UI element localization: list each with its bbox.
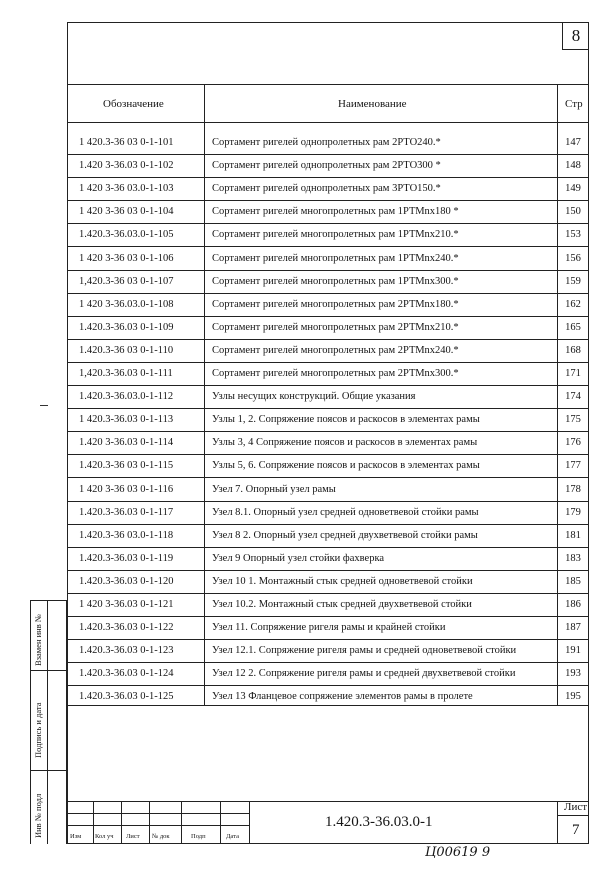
tb-col-line bbox=[249, 801, 250, 844]
row-designation: 1 420 3-36 03 0-1-106 bbox=[79, 252, 174, 264]
table-row bbox=[67, 570, 589, 593]
tb-col-line bbox=[93, 801, 94, 844]
side-stamp bbox=[30, 600, 67, 844]
table-row bbox=[67, 177, 589, 200]
row-designation: 1 420 3-36.03.0-1-108 bbox=[79, 298, 174, 310]
header-top-line bbox=[67, 84, 589, 85]
row-designation: 1,420.3-36.03 0-1-111 bbox=[79, 368, 173, 379]
header-name: Наименование bbox=[338, 98, 407, 110]
row-designation: 1.420.3-36.03 0-1-125 bbox=[79, 691, 174, 703]
row-name: Узел 9 Опорный узел стойки фахверка bbox=[212, 552, 385, 564]
table-row bbox=[67, 662, 589, 685]
row-designation: 1 420.3-36 03 0-1-101 bbox=[79, 137, 174, 148]
row-page: 195 bbox=[565, 691, 581, 703]
margin-dash bbox=[40, 405, 48, 406]
row-page: 156 bbox=[565, 252, 581, 264]
sheet-label: Лист bbox=[564, 801, 588, 813]
row-name: Узел 13 Фланцевое сопряжение элементов рамы в пролете bbox=[212, 691, 473, 703]
side-stamp-inner bbox=[48, 600, 67, 844]
row-page: 183 bbox=[565, 552, 581, 564]
table-row bbox=[67, 639, 589, 662]
table-row bbox=[67, 200, 589, 223]
row-page: 150 bbox=[565, 206, 581, 218]
row-page: 171 bbox=[565, 368, 581, 379]
table-row bbox=[67, 339, 589, 362]
table-row bbox=[67, 293, 589, 316]
row-designation: 1 420 3-36.03 0-1-121 bbox=[79, 599, 174, 610]
row-designation: 1.420.3-36.03 0-1-119 bbox=[79, 552, 174, 564]
title-block-sheet-divider bbox=[557, 815, 589, 816]
row-designation: 1 420 3-36 03 0-1-116 bbox=[79, 483, 174, 495]
header-designation: Обозначение bbox=[103, 98, 164, 110]
table-row bbox=[67, 247, 589, 270]
table-row bbox=[67, 223, 589, 246]
row-page: 162 bbox=[565, 298, 581, 310]
row-name: Узлы 1, 2. Сопряжение поясов и раскосов в элементах рамы bbox=[212, 414, 480, 426]
tb-col-line bbox=[121, 801, 122, 844]
row-designation: 1.420.3-36.03 0-1-122 bbox=[79, 622, 174, 634]
table-row bbox=[67, 362, 589, 385]
row-page: 159 bbox=[565, 275, 581, 287]
row-name: Узел 10 1. Монтажный стык средней одноветвевой стойки bbox=[212, 575, 473, 587]
row-designation: 1 420 3-36 03.0-1-103 bbox=[79, 183, 174, 195]
table-row bbox=[67, 408, 589, 431]
row-name: Узел 7. Опорный узел рамы bbox=[212, 483, 336, 495]
row-name: Сортамент ригелей однопролетных рам 3РТО150.* bbox=[212, 183, 441, 195]
row-designation: 1.420.3-36.03 0-1-109 bbox=[79, 321, 174, 333]
row-name: Узел 12 2. Сопряжение ригеля рамы и средней двухветвевой стойки bbox=[212, 668, 516, 680]
tb-label-kol-uch: Кол уч bbox=[95, 833, 114, 840]
tb-col-line bbox=[181, 801, 182, 844]
row-designation: 1.420.3-36.03.0-1-105 bbox=[79, 229, 174, 241]
row-name: Сортамент ригелей многопролетных рам 1РТМnх240.* bbox=[212, 252, 459, 264]
row-page: 178 bbox=[565, 483, 581, 495]
row-name: Сортамент ригелей многопролетных рам 2РТМnх300.* bbox=[212, 368, 459, 379]
table-row bbox=[67, 270, 589, 293]
row-page: 174 bbox=[565, 391, 581, 403]
table-row bbox=[67, 593, 589, 616]
row-name: Узел 11. Сопряжение ригеля рамы и крайней стойки bbox=[212, 622, 446, 634]
row-name: Сортамент ригелей многопролетных рам 1РТМnх210.* bbox=[212, 229, 459, 241]
header-page: Стр bbox=[565, 98, 583, 110]
row-designation: 1.420 3-36.03 0-1-114 bbox=[79, 437, 174, 449]
sheet-value: 7 bbox=[572, 822, 580, 838]
side-stamp-top bbox=[30, 600, 67, 601]
row-page: 153 bbox=[565, 229, 581, 241]
tb-label-doc: № док bbox=[152, 833, 170, 840]
row-name: Сортамент ригелей многопролетных рам 1РТМnх180 * bbox=[212, 206, 459, 218]
row-page: 168 bbox=[565, 344, 581, 356]
row-page: 165 bbox=[565, 321, 581, 333]
table-row bbox=[67, 431, 589, 454]
handwritten-note: Ц00619 9 bbox=[425, 845, 491, 860]
row-designation: 1.420.3-36 03 0-1-110 bbox=[79, 344, 174, 356]
tb-label-izm: Изм bbox=[70, 833, 82, 840]
row-name: Узел 8.1. Опорный узел средней одноветвевой стойки рамы bbox=[212, 506, 479, 518]
row-name: Узел 12.1. Сопряжение ригеля рамы и средней одноветвевой стойки bbox=[212, 645, 517, 657]
side-stamp-left bbox=[30, 600, 31, 844]
table-row bbox=[67, 154, 589, 177]
row-page: 191 bbox=[565, 645, 581, 657]
table-row bbox=[67, 385, 589, 408]
table-row bbox=[67, 454, 589, 477]
row-page: 148 bbox=[565, 160, 581, 172]
table-row bbox=[67, 316, 589, 339]
table-row bbox=[67, 547, 589, 570]
side-label-inv-original: Инв № подл bbox=[33, 793, 43, 838]
tb-label-list: Лист bbox=[126, 833, 140, 840]
row-designation: 1.420.3-36.03 0-1-123 bbox=[79, 645, 174, 657]
row-designation: 1,420.3-36 03 0-1-107 bbox=[79, 275, 174, 287]
row-designation: 1.420.3-36 03.0-1-118 bbox=[79, 529, 174, 541]
side-stamp-divider-2 bbox=[30, 770, 67, 771]
row-page: 149 bbox=[565, 183, 581, 195]
row-name: Узел 10.2. Монтажный стык средней двухветвевой стойки bbox=[212, 599, 472, 610]
row-name: Узлы 3, 4 Сопряжение поясов и раскосов в элементах рамы bbox=[212, 437, 478, 449]
row-page: 181 bbox=[565, 529, 581, 541]
table-row bbox=[67, 524, 589, 547]
row-designation: 1.420.3-36.03 0-1-117 bbox=[79, 506, 174, 518]
row-page: 175 bbox=[565, 414, 581, 426]
row-name: Сортамент ригелей многопролетных рам 2РТМnх210.* bbox=[212, 321, 459, 333]
row-page: 187 bbox=[565, 622, 581, 634]
row-page: 186 bbox=[565, 599, 581, 610]
row-designation: 1 420 3-36 03 0-1-104 bbox=[79, 206, 174, 218]
title-block-top bbox=[67, 801, 589, 802]
row-name: Сортамент ригелей многопролетных рам 1РТМnх300.* bbox=[212, 275, 459, 287]
row-page: 177 bbox=[565, 460, 581, 472]
table-row bbox=[67, 685, 589, 708]
tb-col-line bbox=[557, 801, 558, 844]
row-name: Узлы несущих конструкций. Общие указания bbox=[212, 391, 416, 403]
row-designation: 1.420.3-36.03 0-1-124 bbox=[79, 668, 174, 680]
row-designation: 1.420.3-36 03 0-1-115 bbox=[79, 460, 174, 472]
table-row bbox=[67, 478, 589, 501]
table-row bbox=[67, 131, 589, 154]
row-page: 176 bbox=[565, 437, 581, 449]
table-row bbox=[67, 616, 589, 639]
side-label-inv-replace: Взамен инв № bbox=[33, 614, 43, 666]
sheet-number: 8 bbox=[562, 22, 589, 50]
row-name: Узел 8 2. Опорный узел средней двухветвевой стойки рамы bbox=[212, 529, 478, 541]
row-page: 185 bbox=[565, 575, 581, 587]
row-designation: 1.420.3-36.03.0-1-112 bbox=[79, 391, 174, 403]
title-block-row-1 bbox=[67, 813, 249, 814]
document-code: 1.420.3-36.03.0-1 bbox=[325, 814, 433, 830]
row-name: Узлы 5, 6. Сопряжение поясов и раскосов в элементах рамы bbox=[212, 460, 480, 472]
row-designation: 1.420 3-36.03 0-1-102 bbox=[79, 160, 174, 172]
row-name: Сортамент ригелей однопролетных рам 2РТО240.* bbox=[212, 137, 441, 148]
row-page: 193 bbox=[565, 668, 581, 680]
side-stamp-divider-1 bbox=[30, 670, 67, 671]
row-page: 179 bbox=[565, 506, 581, 518]
row-designation: 1.420.3-36.03 0-1-120 bbox=[79, 575, 174, 587]
row-name: Сортамент ригелей многопролетных рам 2РТМnх180.* bbox=[212, 298, 459, 310]
table-row bbox=[67, 501, 589, 524]
row-page: 147 bbox=[565, 137, 581, 148]
tb-label-podp: Подп bbox=[191, 833, 206, 840]
row-designation: 1 420.3-36.03 0-1-113 bbox=[79, 414, 174, 426]
tb-label-data: Дата bbox=[226, 833, 239, 840]
tb-col-line bbox=[149, 801, 150, 844]
header-bottom-line bbox=[67, 122, 589, 123]
tb-col-line bbox=[220, 801, 221, 844]
row-name: Сортамент ригелей многопролетных рам 2РТМnх240.* bbox=[212, 344, 459, 356]
title-block-row-2 bbox=[67, 825, 249, 826]
side-label-sign-date: Подпись и дата bbox=[33, 702, 43, 758]
row-name: Сортамент ригелей однопролетных рам 2РТО300 * bbox=[212, 160, 441, 172]
